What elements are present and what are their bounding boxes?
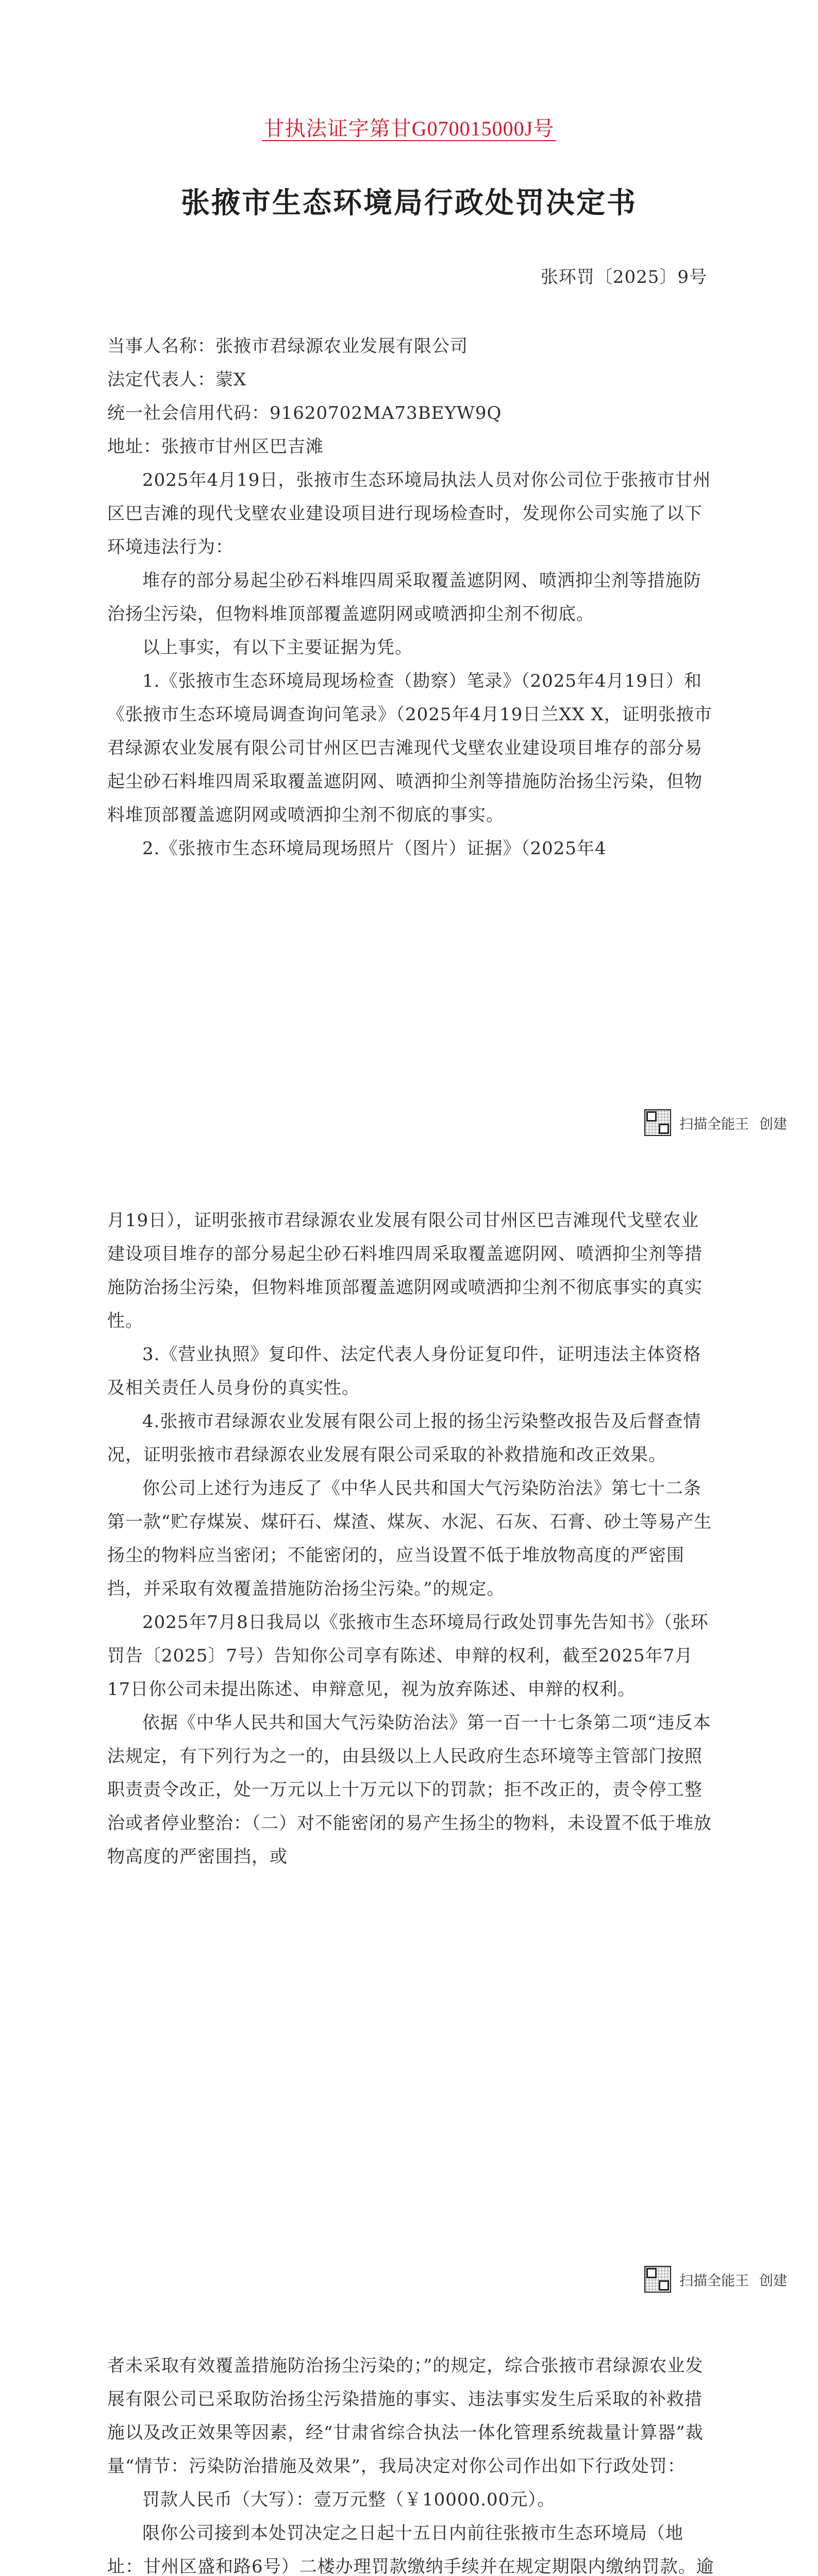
app-name: 扫描全能王 xyxy=(679,1116,749,1132)
scanner-watermark xyxy=(644,1107,787,1138)
enforcement-stamp-number: 甘执法证字第甘G070015000J号 xyxy=(0,112,818,142)
paragraph: 1.《张掖市生态环境局现场检查（勘察）笔录》（2025年4月19日）和《张掖市生态环境局调查询问笔录》（2025年4月19日兰XX X，证明张掖市君绿源农业发展有限公司甘州区巴吉滩现代戈壁农业建设项目堆存的部分易起尘砂石料堆四周采取覆盖遮阴网、喷洒抑尘剂等措施防治扬尘污染，但物料堆顶部覆盖遮阴网或喷洒抑尘剂不彻底的事实。 xyxy=(107,671,712,825)
creator-label: 创建 xyxy=(759,2273,787,2289)
paragraph: 4.张掖市君绿源农业发展有限公司上报的扬尘污染整改报告及后督查情况，证明张掖市君绿源农业发展有限公司采取的补救措施和改正效果。 xyxy=(107,1411,702,1465)
qr-code-icon xyxy=(644,1109,671,1136)
qr-code-icon xyxy=(644,2266,671,2293)
paragraph: 2025年4月19日，张掖市生态环境局执法人员对你公司位于张掖市甘州区巴吉滩的现代戈壁农业建设项目进行现场检查时，发现你公司实施了以下环境违法行为： xyxy=(107,470,711,557)
paragraph: 月19日），证明张掖市君绿源农业发展有限公司甘州区巴吉滩现代戈壁农业建设项目堆存的部分易起尘砂石料堆四周采取覆盖遮阴网、喷洒抑尘剂等措施防治扬尘污染，但物料堆顶部覆盖遮阴网或喷洒抑尘剂不彻底事实的真实性。 xyxy=(107,1210,703,1331)
page-1-body xyxy=(107,330,715,866)
paragraph: 限你公司接到本处罚决定之日起十五日内前往张掖市生态环境局（地址：甘州区盛和路6号）二楼办理罚款缴纳手续并在规定期限内缴纳罚款。逾 xyxy=(107,2523,714,2576)
app-name: 扫描全能王 xyxy=(679,2273,749,2289)
paragraph: 2.《张掖市生态环境局现场照片（图片）证据》（2025年4 xyxy=(142,838,607,859)
creator-label: 创建 xyxy=(759,1116,787,1132)
scanner-watermark xyxy=(644,2264,787,2295)
paragraph: 者未采取有效覆盖措施防治扬尘污染的；”的规定，综合张掖市君绿源农业发展有限公司已采取防治扬尘污染措施的事实、违法事实发生后采取的补救措施以及改正效果等因素，经“甘肃省综合执法一体化管理系统裁量计算器”裁量“情节：污染防治措施及效果”，我局决定对你公司作出如下行政处罚： xyxy=(107,2355,704,2477)
page-2-body xyxy=(107,1204,715,1874)
document-number: 张环罚〔2025〕9号 xyxy=(540,267,707,287)
page-1 xyxy=(0,0,818,1157)
paragraph: 依据《中华人民共和国大气污染防治法》第一百一十七条第二项“违反本法规定，有下列行为之一的，由县级以上人民政府生态环境等主管部门按照职责责令改正，处一万元以上十万元以下的罚款；拒不改正的，责令停工整治或者停业整治：（二）对不能密闭的易产生扬尘的物料，未设置不低于堆放物高度的严密围挡，或 xyxy=(107,1713,712,1867)
document-title: 张掖市生态环境局行政处罚决定书 xyxy=(181,187,637,220)
paragraph: 2025年7月8日我局以《张掖市生态环境局行政处罚事先告知书》（张环罚告〔2025〕7号）告知你公司享有陈述、申辩的权利，截至2025年7月17日你公司未提出陈述、申辩意见，视为放弃陈述、申辩的权利。 xyxy=(107,1612,709,1700)
legal-representative: 法定代表人：蒙X xyxy=(107,369,247,390)
party-name: 当事人名称：张掖市君绿源农业发展有限公司 xyxy=(107,336,468,357)
paragraph: 3.《营业执照》复印件、法定代表人身份证复印件，证明违法主体资格及相关责任人员身份的真实性。 xyxy=(107,1344,702,1398)
paragraph: 以上事实，有以下主要证据为凭。 xyxy=(142,637,413,658)
page-2 xyxy=(0,1157,818,2313)
page-3-body xyxy=(107,2349,715,2576)
paragraph: 堆存的部分易起尘砂石料堆四周采取覆盖遮阴网、喷洒抑尘剂等措施防治扬尘污染，但物料堆顶部覆盖遮阴网或喷洒抑尘剂不彻底。 xyxy=(107,570,702,624)
page-3 xyxy=(0,2313,818,2576)
fine-amount: 罚款人民币（大写）：壹万元整（￥10000.00元）。 xyxy=(142,2489,556,2510)
credit-code: 统一社会信用代码：91620702MA73BEYW9Q xyxy=(107,403,502,423)
party-address: 地址：张掖市甘州区巴吉滩 xyxy=(107,436,324,457)
paragraph: 你公司上述行为违反了《中华人民共和国大气污染防治法》第七十二条第一款“贮存煤炭、煤矸石、煤渣、煤灰、水泥、石灰、石膏、砂土等易产生扬尘的物料应当密闭；不能密闭的，应当设置不低于堆放物高度的严密围挡，并采取有效覆盖措施防治扬尘污染。”的规定。 xyxy=(107,1478,712,1599)
